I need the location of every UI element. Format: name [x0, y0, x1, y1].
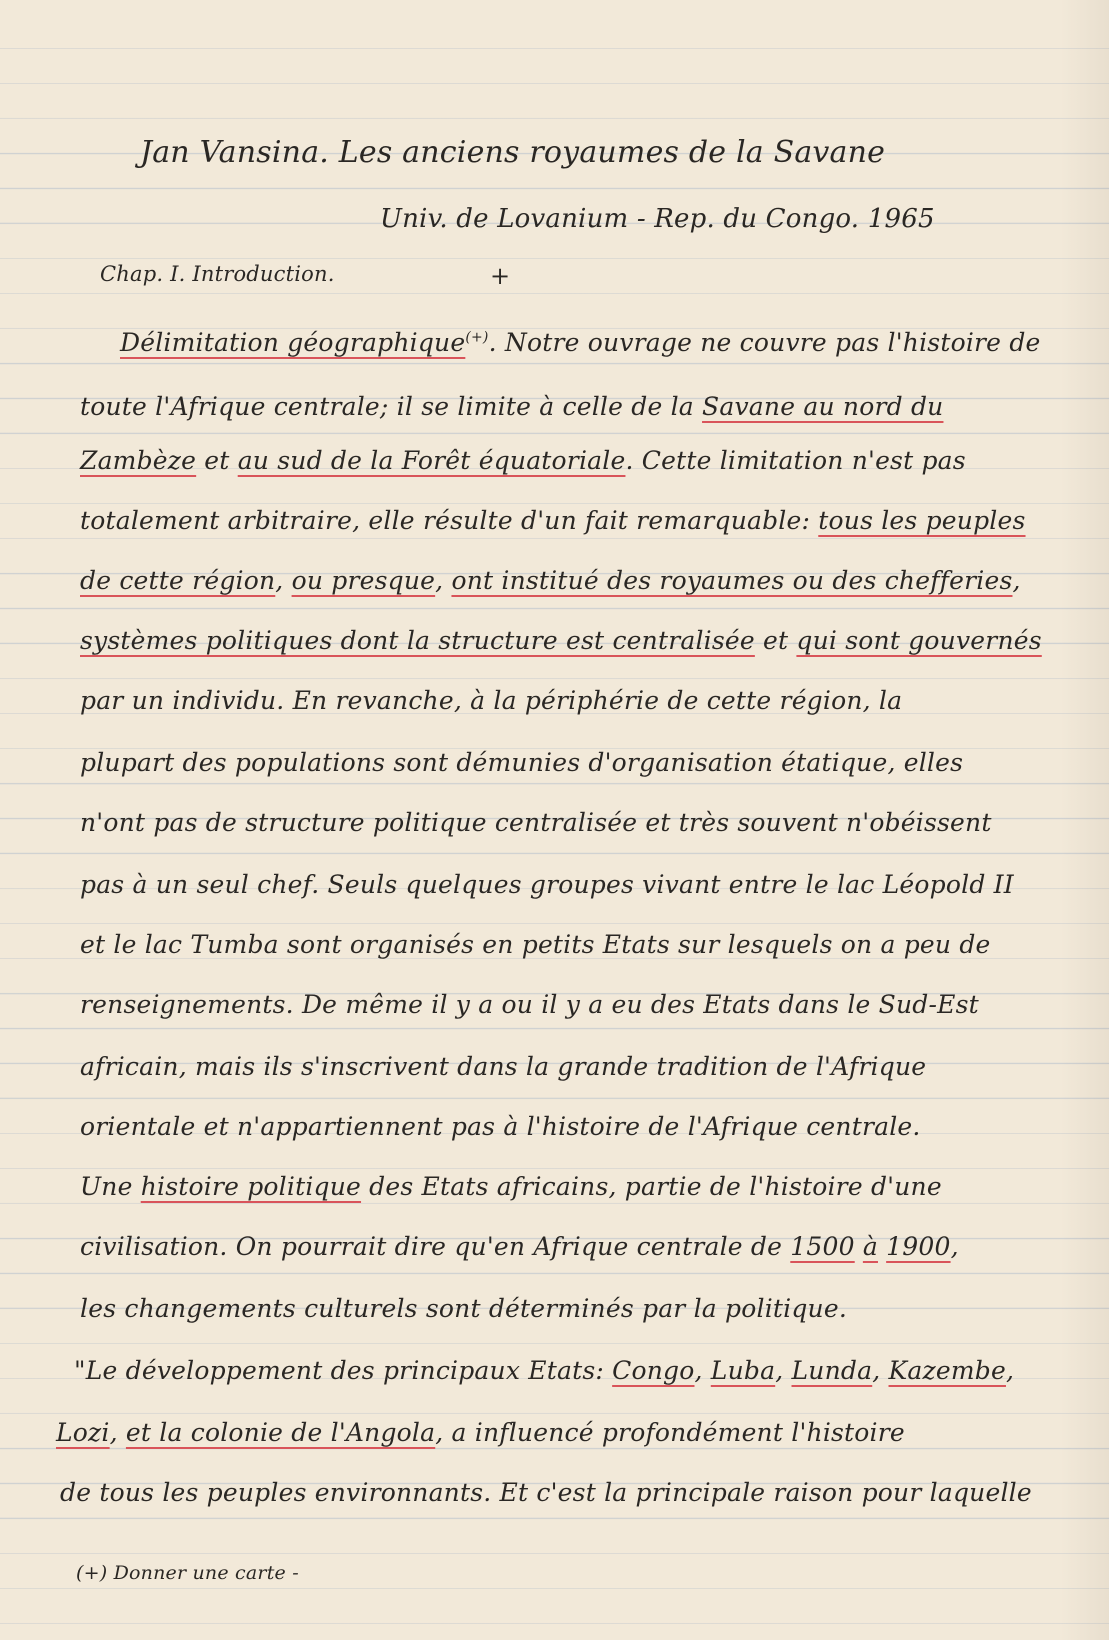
line-text: "Le développement des principaux Etats: [74, 1356, 613, 1385]
footnote: (+) Donner une carte - [76, 1562, 299, 1584]
text-line-4 [80, 506, 1026, 535]
underlined-name: Lunda [791, 1356, 873, 1385]
line-text: , [1005, 1356, 1015, 1385]
underlined-phrase: Délimitation géographique [120, 328, 466, 357]
underlined-phrase: Savane au nord du [702, 392, 944, 421]
chapter-mark: + [490, 262, 511, 290]
text-line-10: pas à un seul chef. Seuls quelques groupes vivant entre le lac Léopold II [80, 870, 1014, 899]
line-text [855, 1232, 863, 1261]
underlined-date: 1900 [886, 1232, 951, 1261]
line-text: . Notre ouvrage ne couvre pas l'histoire de [488, 328, 1041, 357]
line-text: , [775, 1356, 792, 1385]
text-line-7: par un individu. En revanche, à la périphérie de cette région, la [80, 686, 903, 715]
line-text [878, 1232, 886, 1261]
text-line-6 [80, 626, 1042, 655]
line-text: , [435, 566, 452, 595]
underlined-phrase: qui sont gouvernés [796, 626, 1042, 655]
text-line-3 [80, 446, 966, 475]
line-text: , [109, 1418, 126, 1447]
footnote-marker: (+) [465, 329, 489, 346]
underlined-phrase: histoire politique [140, 1172, 362, 1201]
line-text: toute l'Afrique centrale; il se limite à celle de la [80, 392, 703, 421]
text-line-17: les changements culturels sont déterminés par la politique. [80, 1294, 847, 1323]
underlined-name: Lozi [56, 1418, 110, 1447]
line-text: civilisation. On pourrait dire qu'en Afrique centrale de [80, 1232, 791, 1261]
underlined-date: 1500 [790, 1232, 855, 1261]
text-line-19 [56, 1418, 905, 1447]
next-page-edge [1060, 0, 1109, 1640]
underlined-word: à [862, 1232, 878, 1261]
line-text: et [196, 446, 238, 475]
underlined-phrase: au sud de la Forêt équatoriale [237, 446, 626, 475]
underlined-phrase: systèmes politiques dont la structure est centralisée [80, 626, 755, 655]
line-text: . Cette limitation n'est pas [625, 446, 966, 475]
underlined-phrase: Zambèze [80, 446, 197, 475]
publisher-line: Univ. de Lovanium - Rep. du Congo. 1965 [380, 204, 935, 234]
underlined-name: Kazembe [888, 1356, 1006, 1385]
text-line-16 [80, 1232, 959, 1261]
text-line-18 [74, 1356, 1014, 1385]
text-line-9: n'ont pas de structure politique centralisée et très souvent n'obéissent [80, 808, 992, 837]
document-title: Jan Vansina. Les anciens royaumes de la Savane [140, 135, 886, 170]
text-line-2 [80, 392, 943, 421]
line-text: totalement arbitraire, elle résulte d'un fait remarquable: [80, 506, 819, 535]
underlined-phrase: et la colonie de l'Angola [125, 1418, 436, 1447]
text-line-11: et le lac Tumba sont organisés en petits Etats sur lesquels on a peu de [80, 930, 991, 959]
underlined-name: Congo [612, 1356, 695, 1385]
line-text: des Etats africains, partie de l'histoire d'une [361, 1172, 942, 1201]
text-line-20: de tous les peuples environnants. Et c'est la principale raison pour laquelle [60, 1478, 1032, 1507]
line-text: et [754, 626, 797, 655]
underlined-phrase: de cette région [80, 566, 276, 595]
underlined-phrase: tous les peuples [818, 506, 1026, 535]
line-text: , [872, 1356, 889, 1385]
text-line-15 [80, 1172, 942, 1201]
underlined-name: Luba [710, 1356, 776, 1385]
text-line-13: africain, mais ils s'inscrivent dans la grande tradition de l'Afrique [80, 1052, 927, 1081]
text-line-1 [120, 328, 1041, 357]
text-line-5 [80, 566, 1021, 595]
text-line-14: orientale et n'appartiennent pas à l'histoire de l'Afrique centrale. [80, 1112, 921, 1141]
line-text: , a influencé profondément l'histoire [435, 1418, 905, 1447]
underlined-phrase: ou presque [291, 566, 436, 595]
text-line-12: renseignements. De même il y a ou il y a eu des Etats dans le Sud-Est [80, 990, 979, 1019]
line-text: , [694, 1356, 711, 1385]
line-text: , [950, 1232, 959, 1261]
line-text: , [1012, 566, 1021, 595]
line-text: , [275, 566, 292, 595]
chapter-heading: Chap. I. Introduction. [100, 262, 335, 286]
underlined-phrase: ont institué des royaumes ou des chefferies [451, 566, 1013, 595]
line-text: Une [80, 1172, 141, 1201]
text-line-8: plupart des populations sont démunies d'organisation étatique, elles [80, 748, 964, 777]
